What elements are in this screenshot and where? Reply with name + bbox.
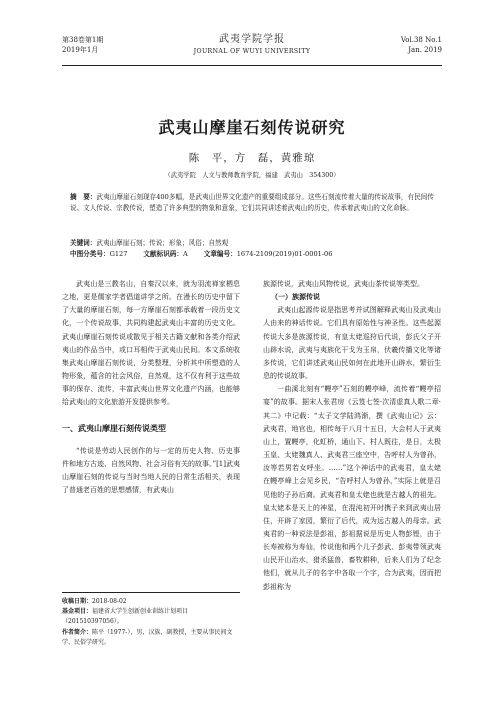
doc-code-value: A [182, 250, 188, 258]
abstract-label: 摘 要： [70, 193, 97, 201]
volume-cn: 第38卷第1期 [62, 36, 104, 44]
keywords-label: 关键词： [70, 239, 97, 247]
section-heading-1: 一、武夷山摩崖石刻传说类型 [62, 423, 166, 433]
abstract [70, 192, 434, 214]
footnote-rule [62, 592, 240, 593]
received-date [62, 597, 240, 607]
received-label: 收稿日期： [62, 598, 93, 605]
abstract-text: 武夷山摩崖石刻现存400多幅，是武夷山世界文化遗产的重要组成部分。这些石刻流传着大量的传说故事，有民间传说、文人传说、宗教传说，塑造了许多典型的物象和意象，它们共同讲述着武夷山的历史，传承着武夷山的文化命脉。 [70, 193, 434, 212]
body-column-left [62, 278, 240, 497]
date-en: Jan. 2019 [408, 46, 442, 54]
article-affiliation: （武夷学院 人文与教师教育学院，福建 武夷山 354300） [164, 172, 340, 179]
date-cn: 2019年1月 [62, 46, 99, 54]
article-authors: 陈 平，方 磊，黄雅琼 [188, 152, 316, 164]
fund-info [62, 607, 240, 627]
article-id-value: 1674-2109(2019)01-0001-06 [236, 250, 333, 258]
continued-paragraph: 族源传说，武夷山风物传说，武夷山茶传说等类型。 [263, 280, 424, 288]
fund-value: 福建省大学生创新创业训练计划项目（201510397056）。 [62, 608, 189, 626]
classification [70, 249, 434, 260]
manting-legend-paragraph: 一曲溪北刻有“幔亭”石刻的幔亭峰，流传着“幔亭招宴”的故事。据宋人张君房《云笈七签·次清虚真人歌二章·其二》中记载：“太子文学陆鸿渐，撰《武夷山记》云：武夷君，地官也，相传每于八月十五日，大会村人于武夷山上，置幔亭，化虹桥，通山下。村人既往，是日，太极玉皇、太姥魏真人、武夷君三座空中，告呼村人为曾孙，汝等若男若女呼坐。……”这个神话中的武夷君，皇太姥在幔亭峰上会见乡民，“告呼村人为曾孙，”实际上就是召见他的子孙后裔。武夷君和皇太姥也就是古越人的祖先。皇太姥本是天上的神星，在混沌初开时携子来到武夷山居住，开辟了家园，繁衍了后代，成为远古越人的母亲。武夷君的一种说法是彭祖，彭祖据说是历史人物彭铿，由于长寿被称为寿仙，传说他和两个儿子彭武、彭夷带领武夷山民开山治水，猎杀猛兽，畜牧耕种，后来人们为了纪念他们，就从儿子的名字中各取一个字，合为武夷，因而把彭祖称为 [263, 385, 441, 591]
body-column-right [263, 278, 441, 594]
keywords [70, 238, 434, 249]
header-center [62, 30, 442, 55]
keywords-text: 武夷山摩崖石刻；传说；形象；风俗；自然观 [96, 239, 229, 247]
origin-legend-paragraph: 武夷山起源传说是指思考并试图解释武夷山及武夷山人由来的神话传说。它们具有原始性与神圣性。这些起源传说大多是族源传说，有皇太姥巡狩后代说，彭氏父子开山辟水说，武夷与夷族化干戈为玉帛，伏羲传播文化等诸多传说，它们讲述武夷山民如何在此地开山辟水，繁衍生息的传说故事。 [263, 306, 441, 381]
doc-code-label: 文献标识码： [143, 250, 183, 258]
fund-label: 基金项目： [62, 608, 93, 616]
journal-name-cn: 武夷学院学报 [219, 34, 285, 45]
volume-en: Vol.38 No.1 [400, 36, 442, 44]
footnote [62, 597, 240, 648]
subsection-heading-1: （一）族源传说 [271, 293, 320, 302]
clc-label: 中图分类号： [70, 250, 110, 258]
header-right [401, 35, 442, 55]
header-rule [62, 65, 442, 66]
received-value: 2018-08-02 [92, 598, 127, 605]
section-1-paragraph: “传说是劳动人民创作的与一定的历史人物、历史事件和地方古迹、自然风物、社会习俗有关的故事。”[1]武夷山摩崖石刻的传说与当时当地人民的日常生活相关，表现了普通老百姓的思想感情，有武夷山 [62, 446, 240, 495]
intro-paragraph: 武夷山是三教名山，自秦汉以来，就为羽流禅家栖息之地，更是儒家学者倡道讲学之所。在漫长的历史中留下了大量的摩崖石刻，每一方摩崖石刻都承载着一段历史文化，一个传说故事，共同构建起武夷山丰富的历史文化。武夷山摩崖石刻传说或散见于相关古籍文献和各类介绍武夷山的作品当中，或口耳相传于武夷山民间。本文系统收集武夷山摩崖石刻传说，分类整理，分析其中所塑造的人物形象，蕴含的社会风俗，自然观，这不仅有利于这些故事的保存、流传，丰富武夷山世界文化遗产内涵，也能够给武夷山的文化旅游开发提供参考。 [62, 280, 240, 407]
running-header [62, 30, 442, 64]
article-meta [70, 238, 434, 260]
article-title: 武夷山摩崖石刻传说研究 [158, 118, 346, 137]
journal-name-en: JOURNAL OF WUYI UNIVERSITY [193, 48, 311, 55]
author-bio [62, 628, 240, 648]
author-bio-label: 作者简介： [62, 628, 93, 636]
author-bio-value: 陈平（1977-），男，汉族，副教授，主要从事民间文学、民俗学研究。 [62, 628, 233, 646]
clc-value: G127 [109, 250, 128, 258]
article-id-label: 文章编号： [203, 250, 237, 258]
